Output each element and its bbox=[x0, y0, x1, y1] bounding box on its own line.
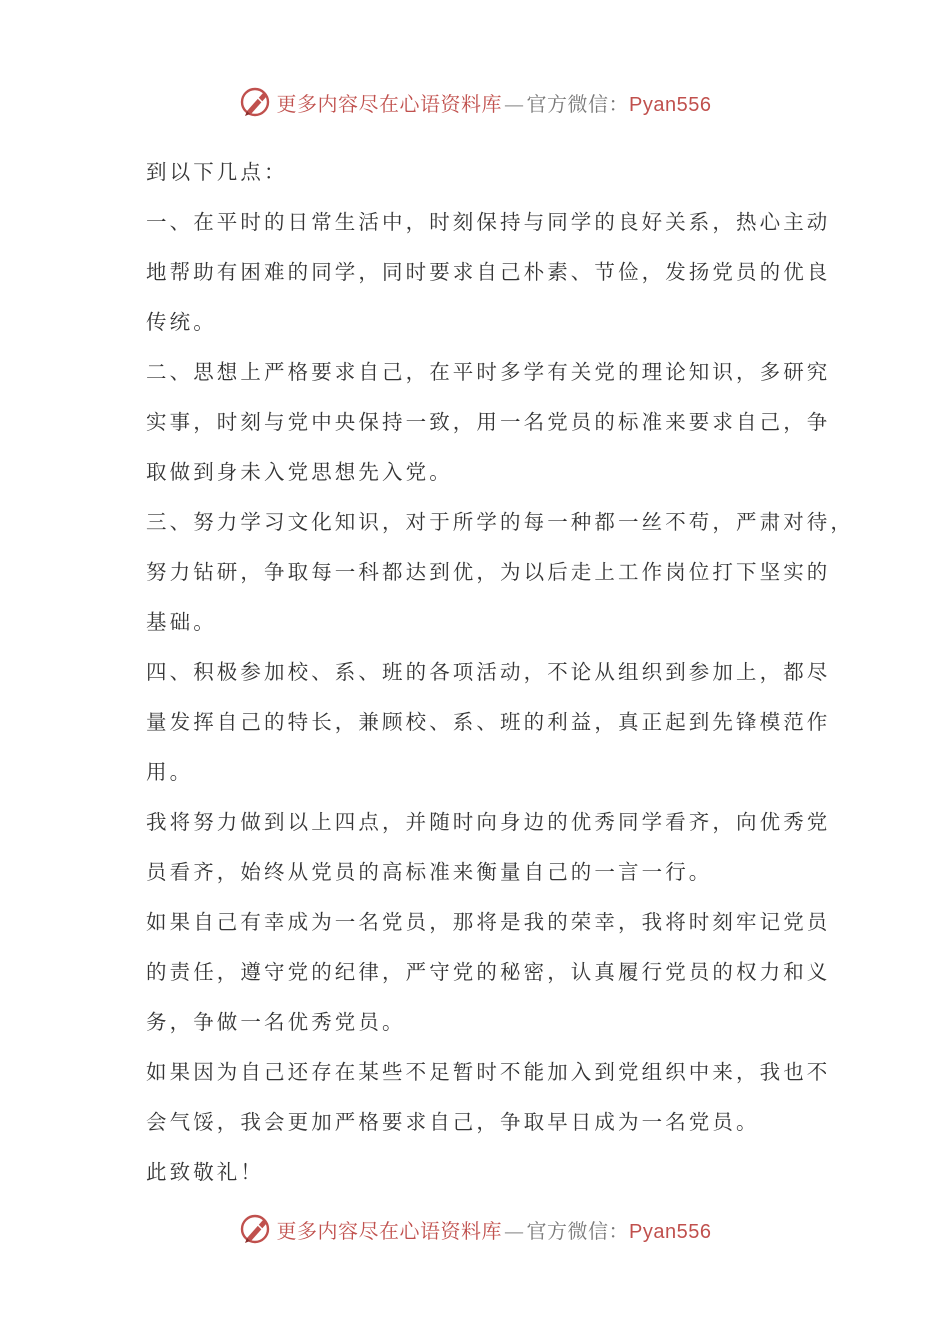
text-line: 员看齐，始终从党员的高标准来衡量自己的一言一行。 bbox=[146, 860, 713, 884]
document-body bbox=[146, 147, 854, 1197]
text-line: 用。 bbox=[146, 760, 194, 784]
text-line: 基础。 bbox=[146, 610, 217, 634]
header-wechat-label: 官方微信： bbox=[526, 91, 630, 116]
text-line: 实事，时刻与党中央保持一致，用一名党员的标准来要求自己，争 bbox=[146, 410, 831, 434]
text-line: 的责任，遵守党的纪律，严守党的秘密，认真履行党员的权力和义 bbox=[146, 960, 831, 984]
header-banner-inner bbox=[239, 85, 712, 119]
text-line: 我将努力做到以上四点，并随时向身边的优秀同学看齐，向优秀党 bbox=[146, 810, 831, 834]
text-line: 如果自己有幸成为一名党员，那将是我的荣幸，我将时刻牢记党员 bbox=[146, 910, 831, 934]
header-dash: — bbox=[504, 91, 525, 116]
text-line: 务，争做一名优秀党员。 bbox=[146, 1010, 406, 1034]
footer-site-text: 更多内容尽在心语资料库 bbox=[276, 1218, 503, 1243]
text-line: 三、努力学习文化知识，对于所学的每一种都一丝不苟，严肃对待， bbox=[146, 510, 854, 534]
pen-logo-icon bbox=[239, 85, 273, 119]
text-line: 努力钻研，争取每一科都达到优，为以后走上工作岗位打下坚实的 bbox=[146, 560, 831, 584]
footer-banner-inner bbox=[239, 1212, 712, 1246]
text-line: 量发挥自己的特长，兼顾校、系、班的利益，真正起到先锋模范作 bbox=[146, 710, 831, 734]
text-line: 传统。 bbox=[146, 310, 217, 334]
text-line: 如果因为自己还存在某些不足暂时不能加入到党组织中来，我也不 bbox=[146, 1060, 831, 1084]
footer-wechat-id: Pyan556 bbox=[629, 1220, 712, 1243]
footer-wechat-label: 官方微信： bbox=[526, 1218, 630, 1243]
text-line: 二、思想上严格要求自己，在平时多学有关党的理论知识，多研究 bbox=[146, 360, 831, 384]
text-line: 地帮助有困难的同学，同时要求自己朴素、节俭，发扬党员的优良 bbox=[146, 260, 831, 284]
text-line: 到以下几点： bbox=[146, 160, 288, 184]
pen-logo-icon bbox=[239, 1212, 273, 1246]
header-banner-text bbox=[277, 88, 712, 117]
footer-dash: — bbox=[504, 1218, 525, 1243]
header-wechat-id: Pyan556 bbox=[629, 93, 712, 116]
header-banner bbox=[0, 80, 950, 124]
text-line: 一、在平时的日常生活中，时刻保持与同学的良好关系，热心主动 bbox=[146, 210, 831, 234]
footer-banner-text bbox=[277, 1215, 712, 1244]
text-line: 取做到身未入党思想先入党。 bbox=[146, 460, 453, 484]
text-line: 会气馁，我会更加严格要求自己，争取早日成为一名党员。 bbox=[146, 1110, 760, 1134]
header-site-text: 更多内容尽在心语资料库 bbox=[276, 91, 503, 116]
text-line: 四、积极参加校、系、班的各项活动，不论从组织到参加上，都尽 bbox=[146, 660, 831, 684]
footer-banner bbox=[0, 1207, 950, 1251]
text-line: 此致敬礼！ bbox=[146, 1160, 264, 1184]
